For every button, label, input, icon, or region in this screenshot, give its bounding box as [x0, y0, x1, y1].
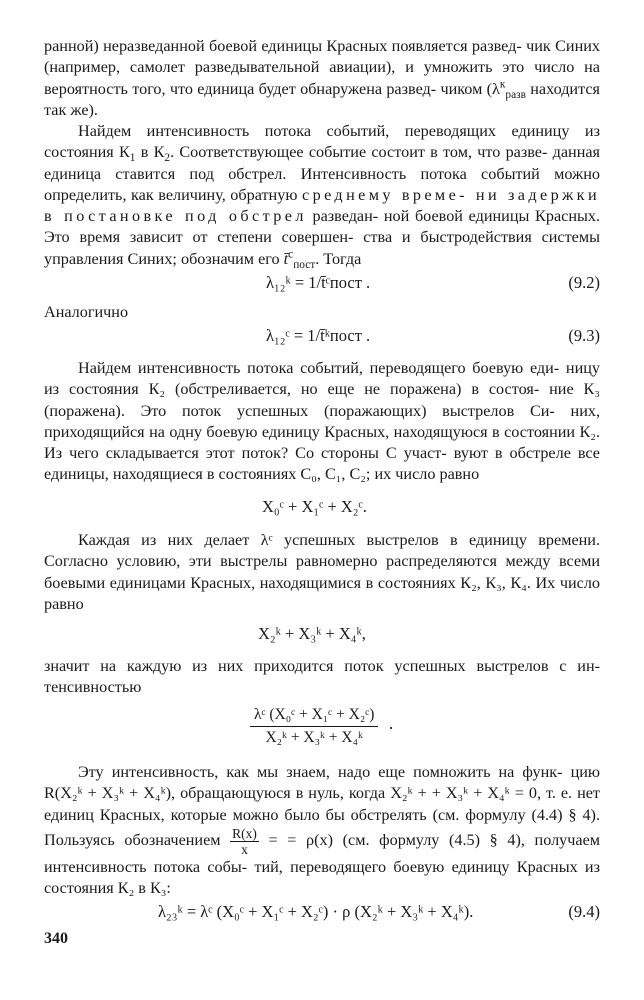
superscript: к [499, 78, 506, 91]
fraction-dot: · [388, 718, 394, 738]
equation-number-9-4: (9.4) [568, 902, 600, 921]
equation-9-2: λ₁₂ᵏ = 1/t̄ᶜпост . [266, 273, 371, 292]
fraction-numerator: λᶜ (X₀ᶜ + X₁ᶜ + X₂ᶜ) [250, 706, 378, 727]
subscript: разв [505, 88, 526, 101]
equation-xk-sum: X₂ᵏ + X₃ᵏ + X₄ᵏ, [258, 624, 366, 643]
paragraph-2: Найдем интенсивность потока событий, переводящих единицу из состояния $К_1$ в $К_2$. Соответствующее событие состоит в том, что разве- данная единица ставится под обстрел. Интенсивность потока событий можно определить, как величину, обратную среднему време- ни задержки в постановке под обстрел разведан- ной боевой единицы Красных. Это время зависит от степени совершен- ства и быстродействия системы управления Синих; обозначим его t̄$^c_{пост}$. Тогда [44, 122, 601, 272]
equation-9-4: λ₂₃ᵏ = λᶜ (X₀ᶜ + X₁ᶜ + X₂ᶜ) · ρ (X₂ᵏ + X₃ᵏ + X₄ᵏ). [158, 902, 474, 921]
intensity-fraction [250, 706, 378, 747]
equation-number-9-2: (9.2) [568, 273, 600, 292]
analog-label: Аналогично [44, 303, 129, 321]
equation-xc-sum: X₀ᶜ + X₁ᶜ + X₂ᶜ. [262, 497, 367, 516]
equation-number-9-3: (9.3) [568, 326, 600, 345]
paragraph-3: Найдем интенсивность потока событий, переводящего боевую еди- ницу из состояния К₂ (обстреливается, но еще не поражена) в состоя- ние К₃ (поражена). Это поток успешных (поражающих) выстрелов Си- них, приходящийся на одну боевую единицу Красных, находящуюся в состоянии К₂. Из чего складывается этот поток? Со стороны С участ- вуют в обстреле все единицы, находящиеся в состояниях С₀, С₁, С₂; их число равно [44, 359, 600, 484]
paragraph-1: ранной) неразведанной боевой единицы Красных появляется развед- чик Синих (например, самолет разведывательной авиации), и умножить это число на вероятность того, что единица будет обнаружена развед- чиком ($\lambda^к_{разв}$ находится так же). [44, 37, 600, 119]
paragraph-4: Каждая из них делает λᶜ успешных выстрелов в единицу времени. Согласно условию, эти выстрелы равномерно распределяются между всеми боевыми единицами Красных, находящимися в состояниях К₂, К₃, К₄. Их число равно [44, 531, 600, 613]
paragraph-6: Эту интенсивность, как мы знаем, надо еще помножить на функ- цию R(X₂ᵏ + X₃ᵏ + X₄ᵏ), обращающуюся в нуль, когда X₂ᵏ + + X₃ᵏ + X₄ᵏ = 0, т. е. нет единиц Красных, которые можно было бы обстрелять (см. формулу (4.4) § 4). Пользуясь обозначением $\frac{R(x)}{x}$ = = ρ(x) (см. формулу (4.5) § 4), получаем интенсивность потока собы- тий, переводящего боевую единицу Красных из состояния К₂ в К₃: [44, 763, 600, 898]
equation-9-3: λ₁₂ᶜ = 1/t̄ᵏпост . [266, 326, 371, 345]
inline-fraction: $\frac{R(x)}{x}$ [232, 825, 257, 857]
page-number: 340 [44, 930, 68, 947]
spaced-emphasis: среднему време- ни задержки в постановке под обстрел [44, 185, 601, 226]
fraction-denominator: X₂ᵏ + X₃ᵏ + X₄ᵏ [265, 729, 363, 746]
paragraph-5: значит на каждую из них приходится поток успешных выстрелов с ин- тенсивностью [44, 657, 600, 697]
